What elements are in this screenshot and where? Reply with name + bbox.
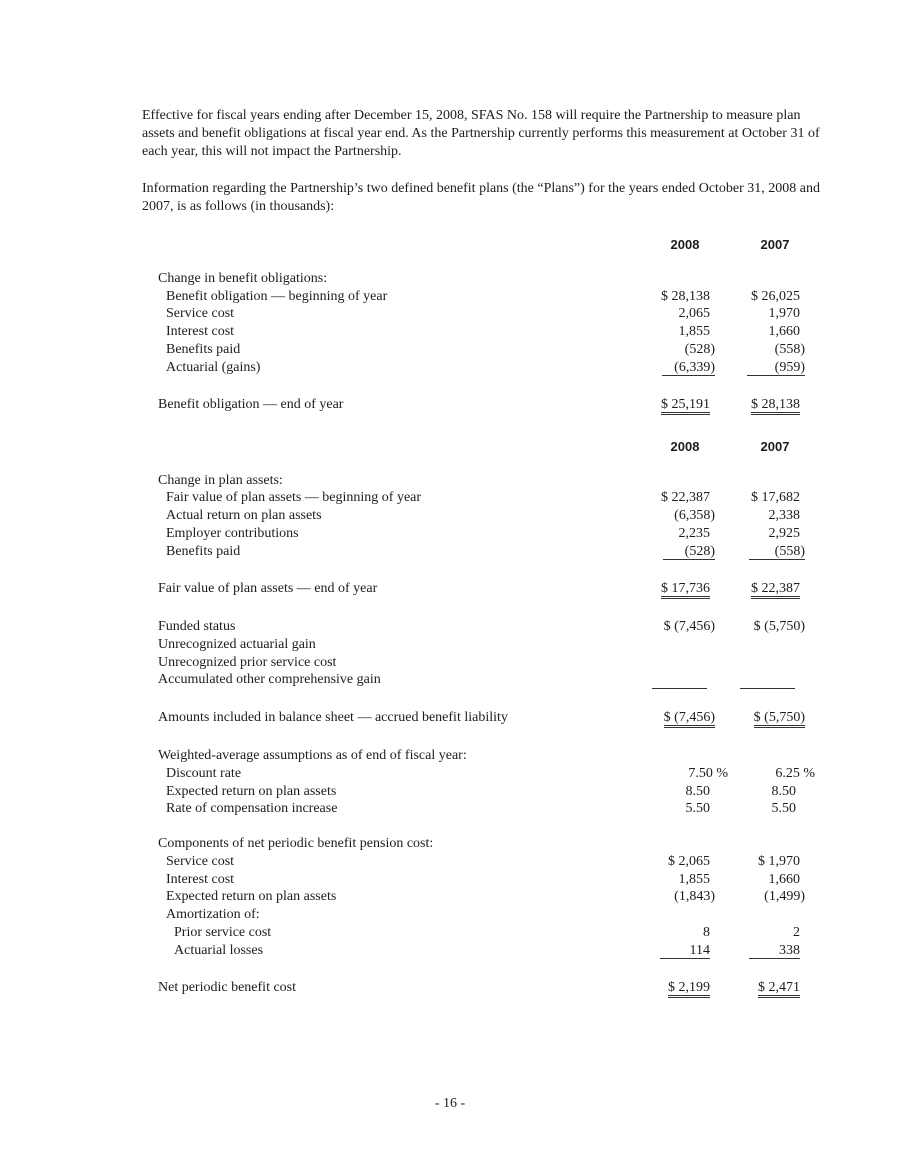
table-row: Benefits paid (528) (558) xyxy=(166,544,805,559)
year-header-2007: 2007 xyxy=(760,237,790,252)
total-row: Benefit obligation — end of year $ 25,191 $ 28,138 xyxy=(0,396,900,414)
year-header-row xyxy=(0,438,900,456)
table-row: Actuarial losses 114 338 xyxy=(174,943,800,958)
total-row: Fair value of plan assets — end of year $ 17,736 $ 22,387 xyxy=(0,580,900,598)
year-header-2008: 2008 xyxy=(670,439,700,454)
table-row: Amortization of: xyxy=(166,907,260,922)
plans-paragraph: Information regarding the Partnership’s two defined benefit plans (the “Plans”) for the years ended October 31, 2008 and 2007, is as follows (in thousands): xyxy=(142,181,821,214)
table-row: Interest cost 1,855 1,660 xyxy=(166,872,800,887)
intro-paragraph: Effective for fiscal years ending after December 15, 2008, SFAS No. 158 will require the Partnership to measure plan assets and benefit obligations at fiscal year end. As the Partnership currently performs this measurement at October 31 of each year, this will not impact the Partnership. xyxy=(142,108,820,159)
table-row: Accumulated other comprehensive gain xyxy=(158,672,381,687)
section-title: Change in benefit obligations: xyxy=(158,271,328,286)
year-header-row xyxy=(0,236,900,254)
subtotal-rule xyxy=(740,688,795,689)
table-row: Funded status $ (7,456) $ (5,750) xyxy=(158,619,805,634)
table-row: Service cost 2,065 1,970 xyxy=(166,306,800,321)
section-title: Components of net periodic benefit pension cost: xyxy=(158,836,434,851)
subtotal-rule xyxy=(652,688,707,689)
table-row: Employer contributions 2,235 2,925 xyxy=(166,526,800,541)
table-row: Fair value of plan assets — beginning of year $ 22,387 $ 17,682 xyxy=(166,490,800,505)
page-number: - 16 - xyxy=(434,1096,466,1111)
section-title: Weighted-average assumptions as of end of fiscal year: xyxy=(158,748,467,763)
table-row: Benefits paid (528) (558) xyxy=(166,342,805,357)
table-row: Expected return on plan assets (1,843) (1,499) xyxy=(166,889,805,904)
table-row: Actuarial (gains) (6,339) (959) xyxy=(166,360,805,375)
table-row: Prior service cost 8 2 xyxy=(174,925,800,940)
table-row: Unrecognized actuarial gain xyxy=(158,637,316,652)
year-header-2008: 2008 xyxy=(670,237,700,252)
table-row: Discount rate 7.50 % 6.25 % xyxy=(166,766,815,781)
total-row: Net periodic benefit cost $ 2,199 $ 2,471 xyxy=(0,979,900,997)
table-row: Actual return on plan assets (6,358) 2,338 xyxy=(166,508,800,523)
table-row: Rate of compensation increase 5.50 5.50 xyxy=(166,801,796,816)
table-row: Benefit obligation — beginning of year $ 28,138 $ 26,025 xyxy=(166,289,800,304)
section-title: Change in plan assets: xyxy=(158,473,283,488)
total-row: Amounts included in balance sheet — accrued benefit liability $ (7,456) $ (5,750) xyxy=(0,709,900,727)
table-row: Interest cost 1,855 1,660 xyxy=(166,324,800,339)
table-row: Expected return on plan assets 8.50 8.50 xyxy=(166,784,796,799)
table-row: Service cost $ 2,065 $ 1,970 xyxy=(166,854,800,869)
table-row: Unrecognized prior service cost xyxy=(158,655,337,670)
year-header-2007: 2007 xyxy=(760,439,790,454)
